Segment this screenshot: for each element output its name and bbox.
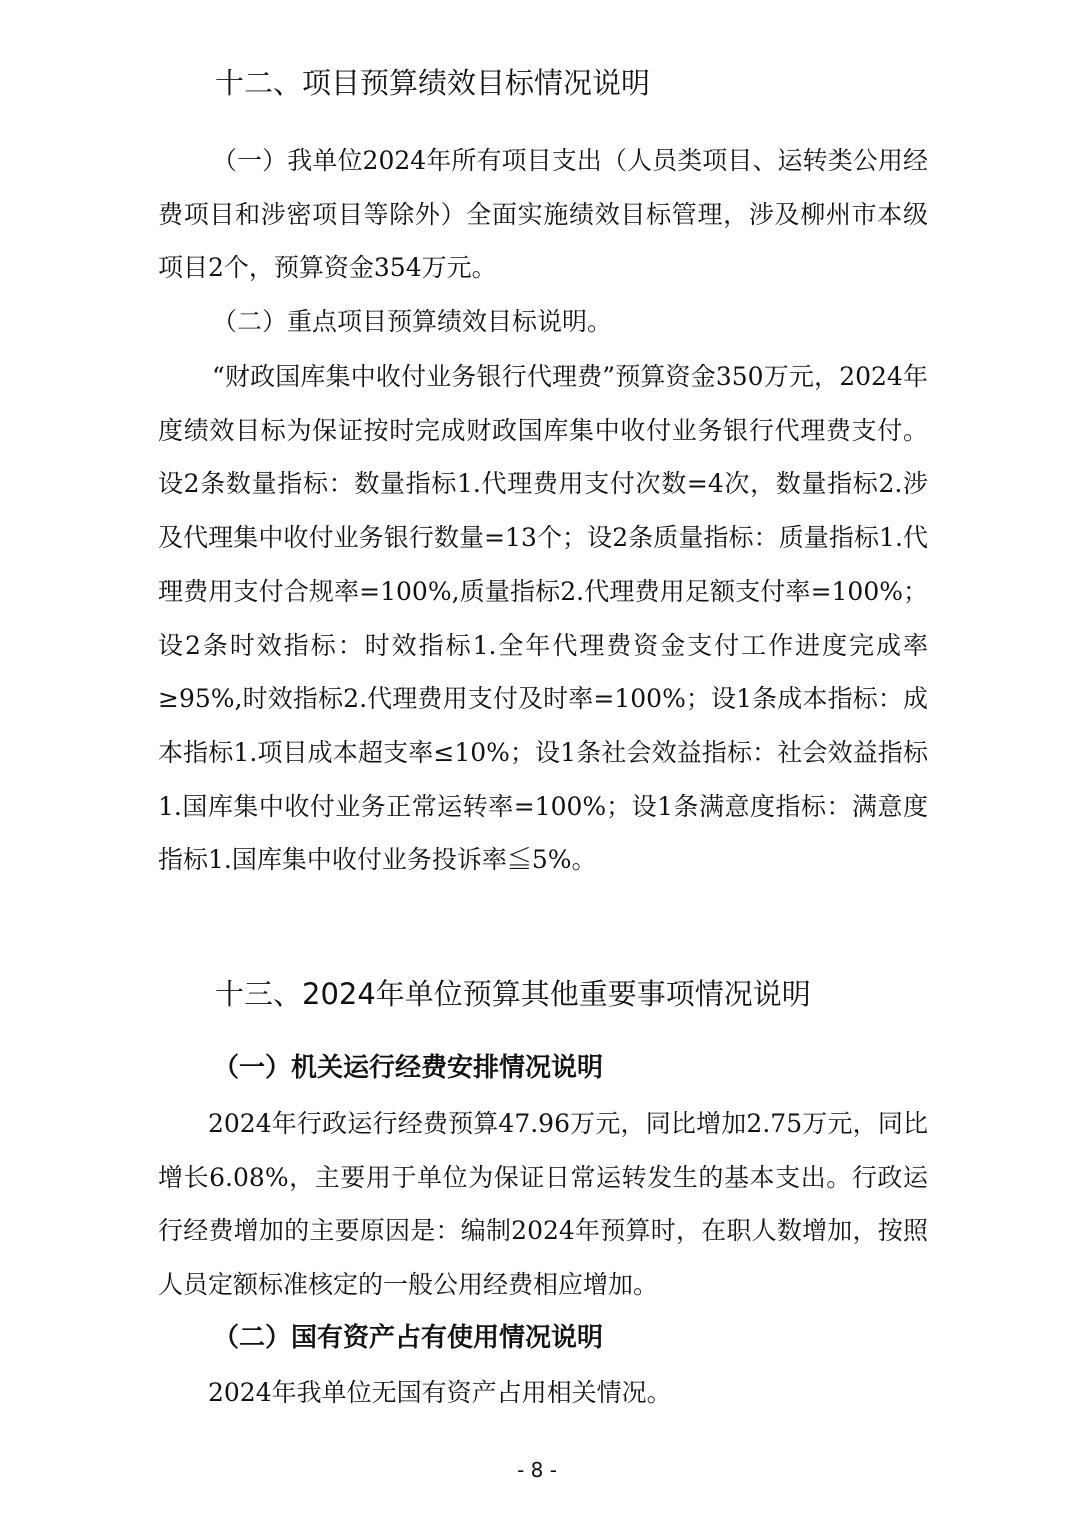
section-12-paragraph-2: （二）重点项目预算绩效目标说明。 xyxy=(212,307,613,336)
page-number: - 8 - xyxy=(517,1458,557,1482)
section-12-paragraph-1: （一）我单位2024年所有项目支出（人员类项目、运转类公用经费项目和涉密项目等除外）全面实施绩效目标管理，涉及柳州市本级项目2个，预算资金354万元。 xyxy=(158,146,928,283)
section-12-heading: 十二、项目预算绩效目标情况说明 xyxy=(215,66,651,100)
section-12-paragraph-3: “财政国库集中收付业务银行代理费”预算资金350万元，2024年度绩效目标为保证按时完成财政国库集中收付业务银行代理费支付。设2条数量指标：数量指标1.代理费用支付次数=4次，数量指标2.涉及代理集中收付业务银行数量=13个；设2条质量指标：质量指标1.代理费用支付合规率=100%,质量指标2.代理费用足额支付率=100%；设2条时效指标：时效指标1.全年代理费资金支付工作进度完成率≥95%,时效指标2.代理费用支付及时率=100%；设1条成本指标：成本指标1.项目成本超支率≤10%；设1条社会效益指标：社会效益指标1.国库集中收付业务正常运转率=100%；设1条满意度指标：满意度指标1.国库集中收付业务投诉率≦5%。 xyxy=(158,362,928,875)
section-13-subheading-1: （一）机关运行经费安排情况说明 xyxy=(213,1053,604,1083)
section-13-heading: 十三、2024年单位预算其他重要事项情况说明 xyxy=(215,977,811,1011)
section-13-paragraph-2: 2024年我单位无国有资产占用相关情况。 xyxy=(208,1378,672,1407)
section-13-paragraph-1: 2024年行政运行经费预算47.96万元，同比增加2.75万元，同比增长6.08%，主要用于单位为保证日常运转发生的基本支出。行政运行经费增加的主要原因是：编制2024年预算时，在职人数增加，按照人员定额标准核定的一般公用经费相应增加。 xyxy=(158,1109,928,1300)
section-13-subheading-2: （二）国有资产占有使用情况说明 xyxy=(213,1323,604,1353)
